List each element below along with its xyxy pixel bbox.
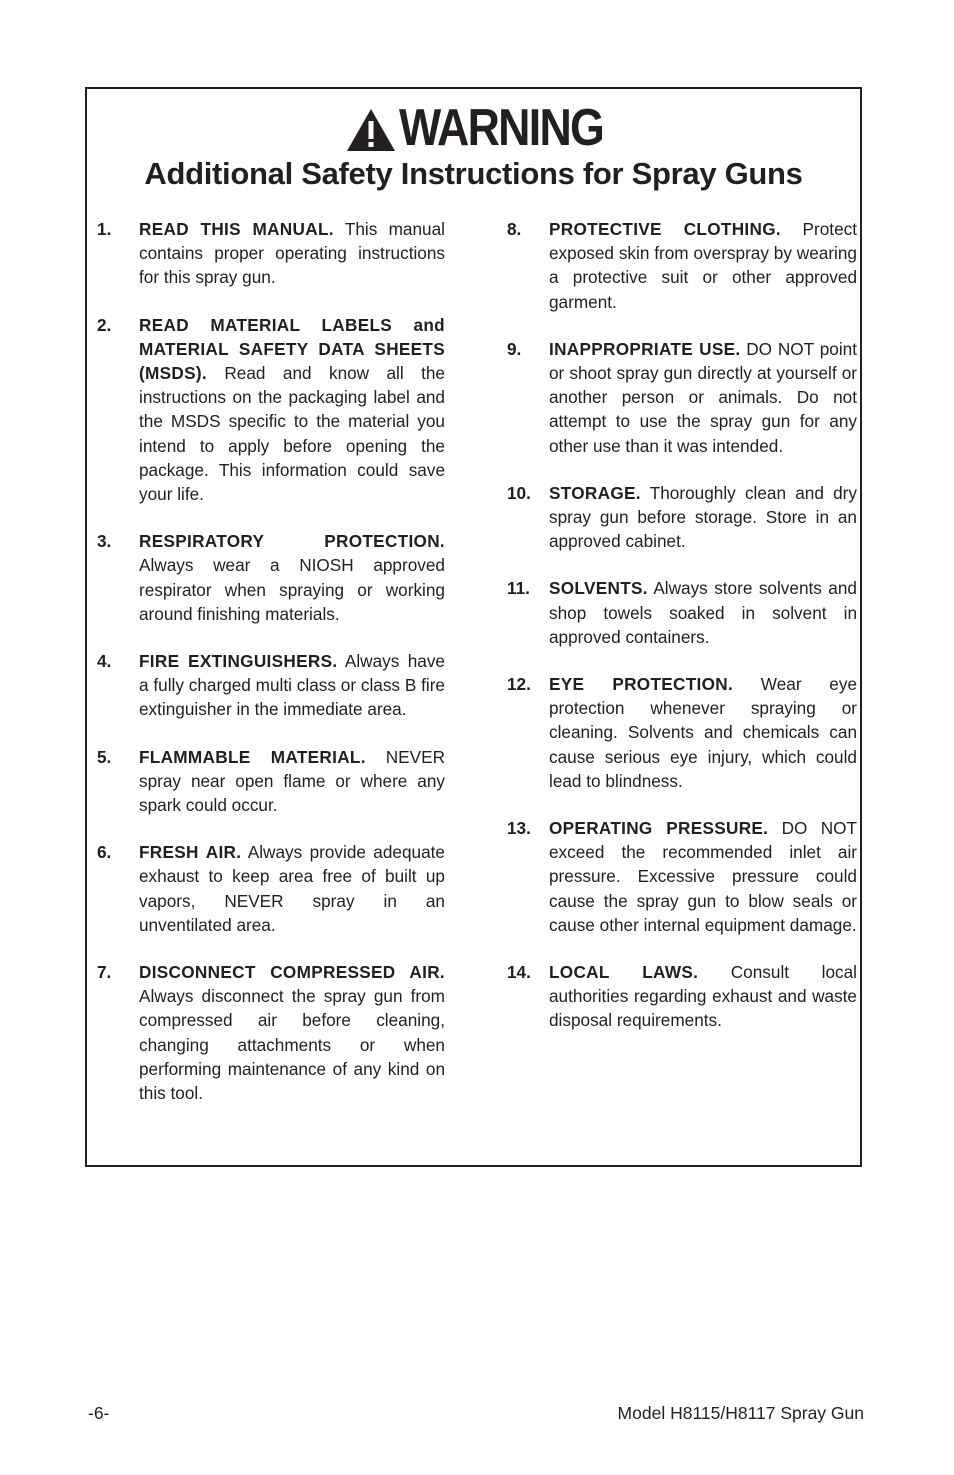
item-heading: READ THIS MANUAL.: [139, 219, 334, 239]
model-name: Model H8115/H8117 Spray Gun: [617, 1403, 864, 1423]
item-text: DO NOT exceed the recommended inlet air pressure. Excessive pressure could cause the spray gun to blow seals or cause other internal equipment damage.: [549, 818, 857, 935]
item-number: 1.: [97, 219, 112, 239]
safety-instruction-item: [97, 313, 445, 507]
left-column: [97, 217, 445, 1128]
item-text: Always have a fully charged multi class or class B fire extinguisher in the immediate area.: [139, 651, 445, 720]
safety-instruction-item: [507, 481, 857, 554]
safety-instruction-item: [97, 217, 445, 290]
item-heading: FLAMMABLE MATERIAL.: [139, 746, 366, 767]
item-text: Consult local authorities regarding exhaust and waste disposal requirements.: [549, 962, 857, 1031]
item-text: Always store solvents and shop towels soaked in solvent in approved containers.: [549, 578, 857, 647]
safety-instruction-item: [97, 745, 445, 818]
item-number: 14.: [507, 962, 531, 983]
item-text: Thoroughly clean and dry spray gun before storage. Store in an approved cabinet.: [549, 482, 857, 552]
item-heading: DISCONNECT COMPRESSED AIR.: [139, 962, 445, 983]
item-text: Always provide adequate exhaust to keep area free of built up vapors, NEVER spray in an unventilated area.: [139, 842, 445, 935]
warning-title: WARNING: [398, 99, 603, 157]
item-heading: EYE PROTECTION.: [549, 674, 734, 695]
page-title: Additional Safety Instructions for Spray Guns: [144, 156, 803, 191]
item-number: 7.: [97, 962, 112, 983]
item-text: Always wear a NIOSH approved respirator when spraying or working around finishing materials.: [139, 555, 445, 624]
safety-instruction-item: [507, 217, 857, 314]
safety-instruction-item: [97, 960, 445, 1105]
item-text: Read and know all the instructions on the packaging label and the MSDS specific to the material you intend to apply before opening the package. This information could save your life.: [139, 363, 445, 505]
item-heading: STORAGE.: [549, 482, 641, 503]
item-text: NEVER spray near open flame or where any spark could occur.: [139, 746, 445, 816]
safety-instruction-item: [507, 672, 857, 793]
warning-triangle-icon: [345, 107, 397, 153]
warning-box: [85, 87, 862, 1167]
item-heading: FRESH AIR.: [139, 842, 242, 863]
page-number: -6-: [88, 1403, 110, 1423]
safety-instruction-item: [97, 529, 445, 626]
safety-instruction-item: [507, 960, 857, 1033]
safety-instruction-item: [507, 816, 857, 937]
item-heading: OPERATING PRESSURE.: [549, 818, 769, 839]
item-number: 8.: [507, 219, 522, 239]
item-heading: LOCAL LAWS.: [549, 962, 699, 983]
warning-header: [87, 101, 860, 155]
right-column: [507, 217, 857, 1056]
item-heading: PROTECTIVE CLOTHING.: [549, 219, 781, 239]
item-number: 12.: [507, 674, 531, 695]
item-number: 11.: [507, 578, 530, 599]
item-number: 3.: [97, 531, 112, 552]
item-number: 9.: [507, 338, 522, 359]
item-number: 5.: [97, 746, 112, 767]
item-number: 6.: [97, 842, 112, 863]
item-text: Wear eye protection whenever spraying or cleaning. Solvents and chemicals can cause serious eye injury, which could lead to blindness.: [549, 674, 857, 791]
item-text: Always disconnect the spray gun from compressed air before cleaning, changing attachments or when performing maintenance of any kind on this tool.: [139, 986, 445, 1104]
item-heading: READ MATERIAL LABELS and MATERIAL SAFETY DATA SHEETS (MSDS).: [139, 314, 445, 384]
item-text: DO NOT point or shoot spray gun directly at yourself or another person or animals. Do not attempt to use the spray gun for any other use than it was intended.: [549, 338, 857, 456]
safety-instruction-item: [507, 576, 857, 649]
item-number: 2.: [97, 314, 112, 335]
item-heading: FIRE EXTINGUISHERS.: [139, 651, 338, 672]
item-heading: INAPPROPRIATE USE.: [549, 338, 741, 359]
safety-instruction-item: [507, 337, 857, 458]
item-text: This manual contains proper operating instructions for this spray gun.: [139, 219, 445, 288]
item-heading: SOLVENTS.: [549, 578, 648, 599]
item-text: Protect exposed skin from overspray by wearing a protective suit or other approved garment.: [549, 219, 857, 312]
item-number: 4.: [97, 651, 112, 672]
item-number: 10.: [507, 482, 531, 503]
safety-instruction-item: [97, 840, 445, 937]
item-number: 13.: [507, 818, 531, 839]
safety-instruction-item: [97, 649, 445, 722]
item-heading: RESPIRATORY PROTECTION.: [139, 531, 445, 552]
